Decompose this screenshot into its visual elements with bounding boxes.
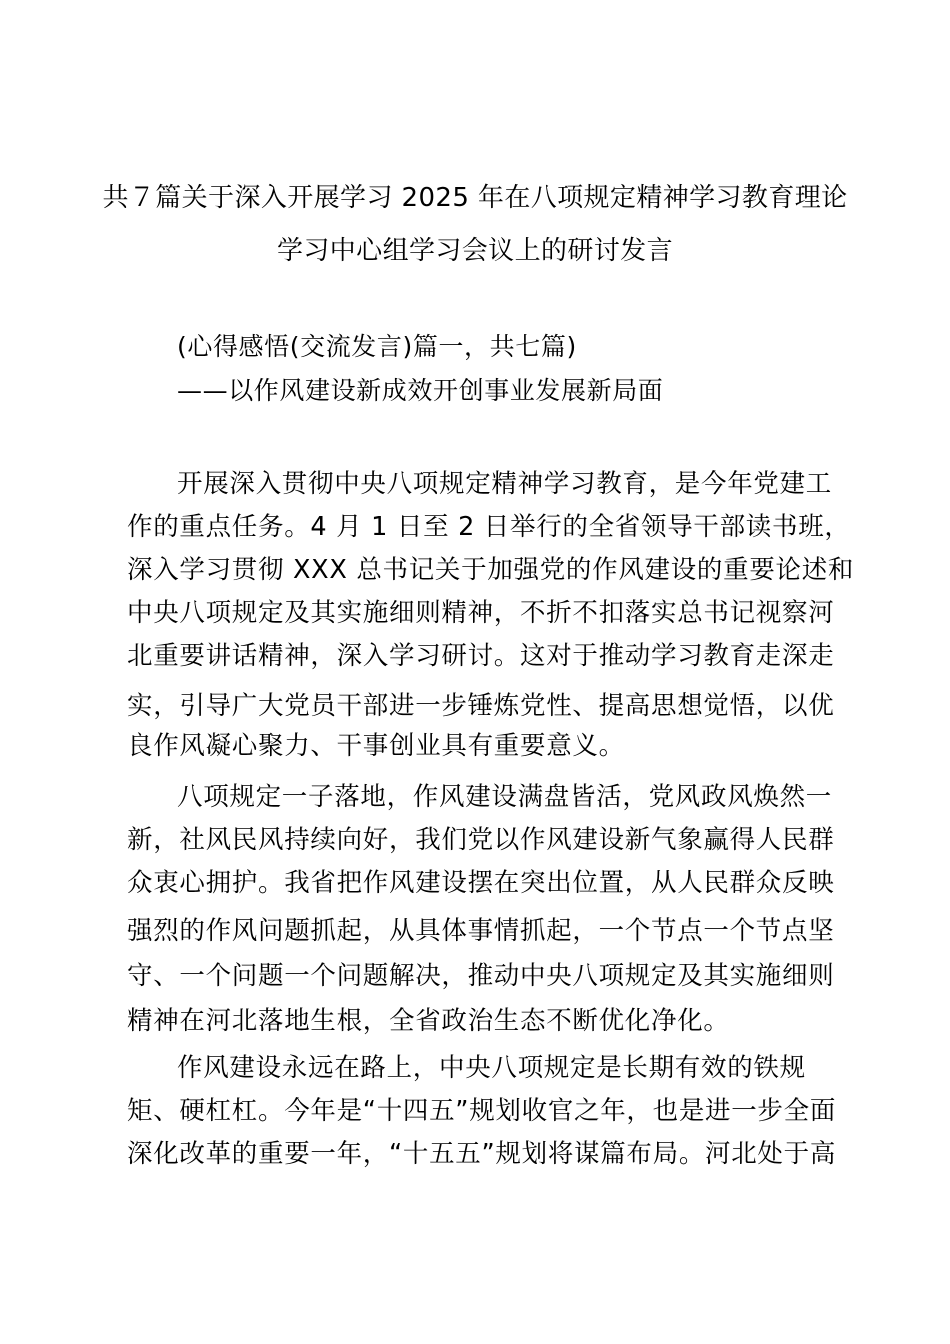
paragraph-1-line: 深入学习贯彻 XXX 总书记关于加强党的作风建设的重要论述和	[127, 555, 855, 585]
paragraph-3-line: 作风建设永远在路上，中央八项规定是长期有效的铁规	[177, 1053, 806, 1083]
subtitle-line-1: (心得感悟(交流发言)篇一，共七篇)	[177, 332, 577, 361]
paragraph-1-line: 良作风凝心聚力、干事创业具有重要意义。	[127, 731, 625, 761]
paragraph-3-line: 深化改革的重要一年，“十五五”规划将谋篇布局。河北处于高	[127, 1139, 837, 1169]
paragraph-2-line: 新，社风民风持续向好，我们党以作风建设新气象赢得人民群	[127, 825, 835, 855]
paragraph-1-line: 开展深入贯彻中央八项规定精神学习教育，是今年党建工	[177, 469, 833, 499]
paragraph-1-line: 实，引导广大党员干部进一步锤炼党性、提高思想觉悟，以优	[127, 691, 835, 721]
subtitle-line-2: ——以作风建设新成效开创事业发展新局面	[177, 376, 664, 405]
document-title-line-1: 共７篇关于深入开展学习 2025 年在八项规定精神学习教育理论	[102, 183, 848, 213]
paragraph-2-line: 强烈的作风问题抓起，从具体事情抓起，一个节点一个节点坚	[127, 916, 835, 946]
paragraph-1-line: 作的重点任务。4 月 1 日至 2 日举行的全省领导干部读书班，	[127, 512, 851, 542]
paragraph-2-line: 众衷心拥护。我省把作风建设摆在突出位置，从人民群众反映	[127, 868, 835, 898]
paragraph-2-line: 精神在河北落地生根，全省政治生态不断优化净化。	[127, 1006, 730, 1036]
paragraph-1-line: 中央八项规定及其实施细则精神，不折不扣落实总书记视察河	[127, 598, 835, 628]
paragraph-3-line: 矩、硬杠杠。今年是“十四五”规划收官之年，也是进一步全面	[127, 1096, 837, 1126]
paragraph-2-line: 守、一个问题一个问题解决，推动中央八项规定及其实施细则	[127, 961, 835, 991]
paragraph-1-line: 北重要讲话精神，深入学习研讨。这对于推动学习教育走深走	[127, 641, 835, 671]
paragraph-2-line: 八项规定一子落地，作风建设满盘皆活，党风政风焕然一	[177, 782, 833, 812]
document-title-line-2: 学习中心组学习会议上的研讨发言	[276, 236, 673, 266]
